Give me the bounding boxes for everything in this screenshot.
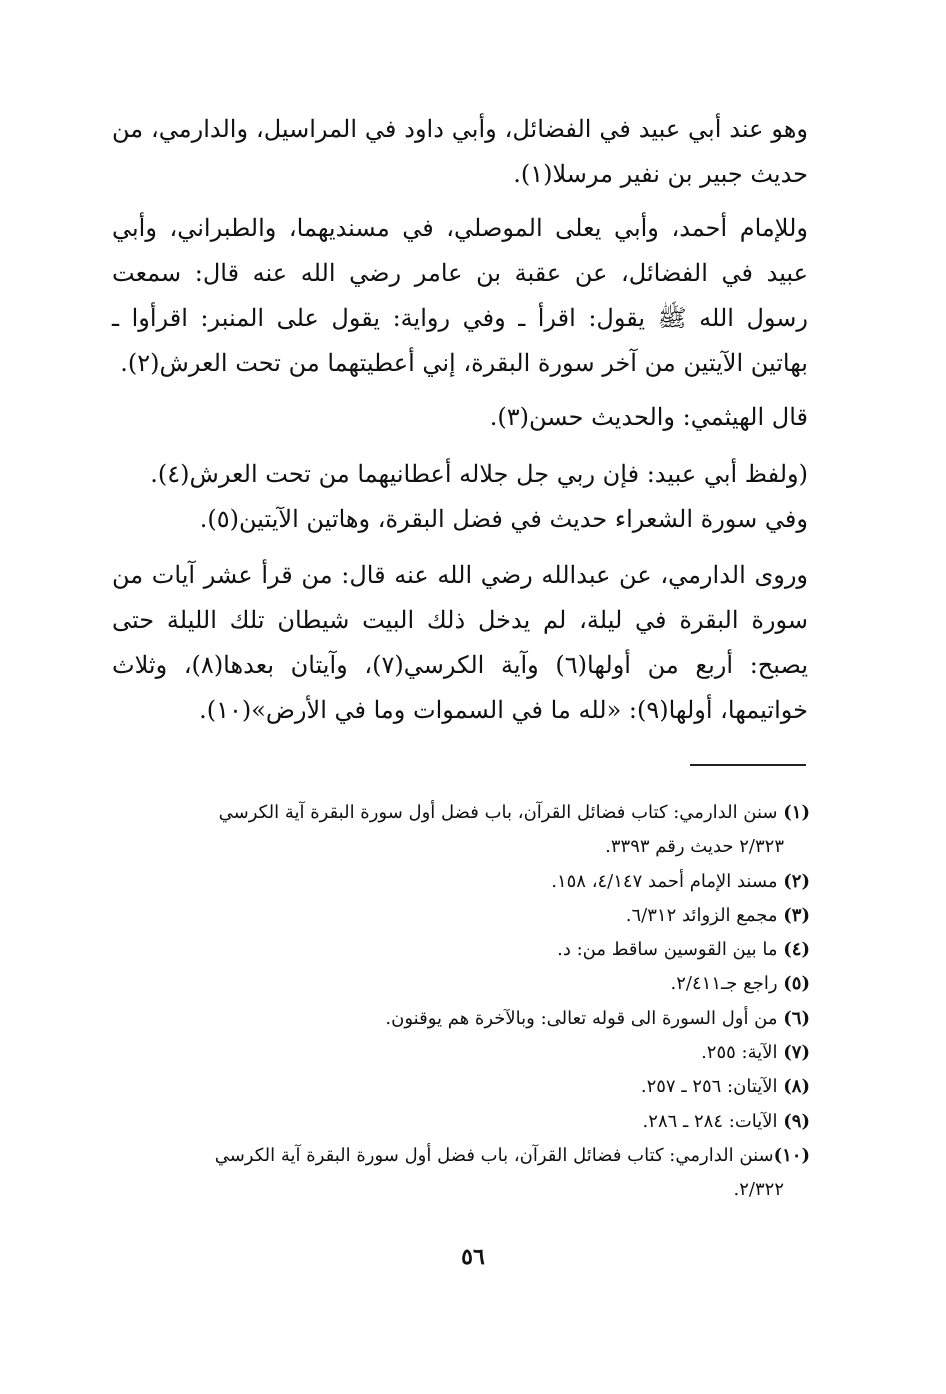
footnote-7	[112, 1036, 810, 1070]
footnote-continuation: ٢/٣٢٢.	[733, 1179, 784, 1201]
footnote-9	[112, 1105, 810, 1139]
footnote-continuation: ٢/٣٢٣ حديث رقم ٣٣٩٣.	[605, 836, 784, 858]
footnote-text: من أول السورة الى قوله تعالى: وبالآخرة هم يوقنون.	[385, 1007, 778, 1029]
footnote-10	[112, 1139, 810, 1208]
footnote-6	[112, 1002, 810, 1036]
paragraph-3: قال الهيثمي: والحديث حسن(٣).	[489, 403, 808, 431]
footnote-text: راجع جـ٢/٤١١.	[670, 973, 778, 995]
footnote-number: (٩)	[783, 1110, 810, 1132]
footnote-text: مجمع الزوائد ٦/٣١٢.	[625, 904, 778, 926]
footnote-text: مسند الإمام أحمد ٤/١٤٧، ١٥٨.	[551, 870, 778, 892]
paragraph-5: وروى الدارمي، عن عبدالله رضي الله عنه قال: من قرأ عشر آيات من سورة البقرة في ليلة، لم يدخل ذلك البيت شيطان تلك الليلة حتى يصبح: أربع من أولها(٦) وآية الكرسي(٧)، وآيتان بعدها(٨)، وثلاث خواتيمها، أولها(٩): «لله ما في السموات وما في الأرض»(١٠).	[112, 561, 808, 724]
footnote-5	[112, 967, 810, 1001]
footnote-number: (٦)	[783, 1007, 810, 1029]
footnote-number: (٧)	[783, 1042, 810, 1064]
footnote-text: الآية: ٢٥٥.	[701, 1042, 778, 1064]
footnote-number: (٢)	[783, 870, 810, 892]
footnote-number: (١٠)	[773, 1144, 810, 1166]
footnote-4	[112, 933, 810, 967]
footnote-number: (٥)	[783, 973, 810, 995]
footnote-number: (١)	[783, 802, 810, 823]
paragraph-4: (ولفظ أبي عبيد: فإن ربي جل جلاله أعطانيهما من تحت العرش(٤). وفي سورة الشعراء حديث في فضل البقرة، وهاتين الآيتين(٥).	[150, 460, 808, 533]
footnote-text: ما بين القوسين ساقط من: د.	[557, 939, 778, 961]
footnote-text: الآيات: ٢٨٤ ـ ٢٨٦.	[642, 1110, 778, 1132]
footnotes-list	[112, 796, 810, 1208]
paragraph-2: وللإمام أحمد، وأبي يعلى الموصلي، في مسنديهما، والطبراني، وأبي عبيد في الفضائل، عن عقبة بن عامر رضي الله عنه قال: سمعت رسول الله ﷺ يقول: اقرأ ـ وفي رواية: يقول على المنبر: اقرأوا ـ بهاتين الآيتين من آخر سورة البقرة، إني أعطيتهما من تحت العرش(٢).	[112, 214, 808, 377]
footnote-text: الآيتان: ٢٥٦ ـ ٢٥٧.	[640, 1076, 778, 1098]
footnote-text: سنن الدارمي: كتاب فضائل القرآن، باب فضل أول سورة البقرة آية الكرسي	[218, 802, 778, 823]
footnote-separator	[690, 764, 806, 766]
page-number: ٥٦	[461, 1244, 485, 1270]
footnote-text: سنن الدارمي: كتاب فضائل القرآن، باب فضل أول سورة البقرة آية الكرسي	[214, 1144, 774, 1166]
footnote-number: (٨)	[783, 1076, 810, 1098]
footnote-2	[112, 865, 810, 899]
footnote-1	[112, 796, 810, 865]
footnote-number: (٤)	[783, 939, 810, 961]
paragraph-1: وهو عند أبي عبيد في الفضائل، وأبي داود في المراسيل، والدارمي، من حديث جبير بن نفير مرسلا(١).	[112, 115, 808, 188]
footnote-8	[112, 1070, 810, 1104]
footnote-number: (٣)	[783, 904, 810, 926]
footnote-3	[112, 899, 810, 933]
